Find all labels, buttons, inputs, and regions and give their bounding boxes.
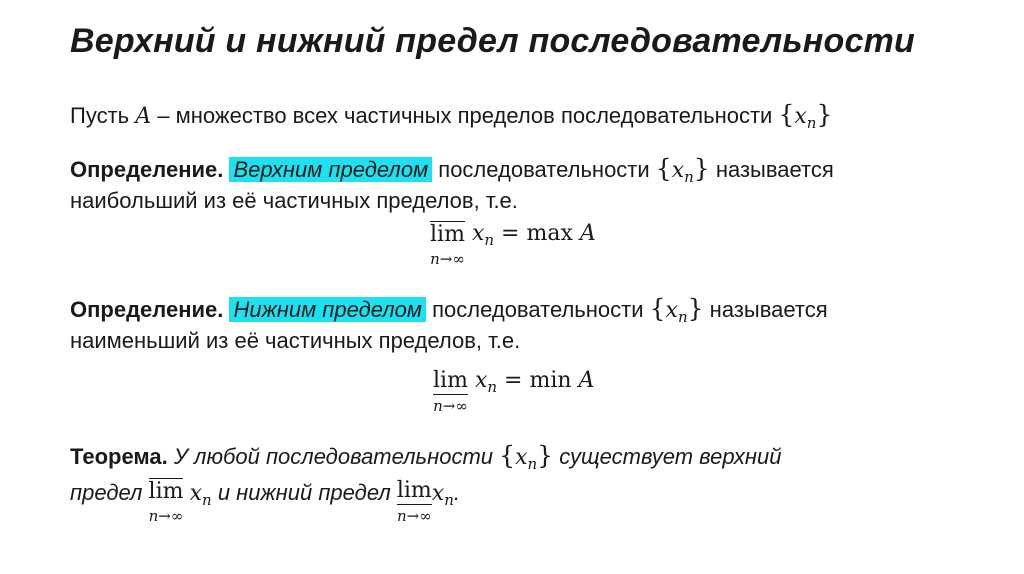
liminf-word: lim (396, 478, 432, 503)
theorem-line1 (70, 441, 781, 479)
def2-line2: наименьший из её частичных пределов, т.е. (70, 328, 521, 353)
liminf-word: lim (433, 368, 468, 393)
seq-lbrace: { (649, 294, 666, 323)
liminf-operator (433, 368, 468, 415)
def1-text2: называется (715, 157, 834, 182)
seq-var: x (665, 298, 678, 323)
def2-term: Нижним пределом (229, 297, 426, 322)
def2-text1: последовательности (432, 297, 644, 322)
theorem-label: Теорема. (70, 444, 168, 469)
seq-rbrace: } (693, 154, 710, 183)
equals-sign: = (504, 368, 523, 393)
seq-index: n (484, 231, 495, 249)
liminf-subscript: n→∞ (433, 397, 468, 415)
theorem-text2: существует верхний (559, 444, 782, 469)
seq-rbrace: } (816, 100, 833, 129)
seq-lbrace: { (655, 154, 672, 183)
seq-var: x (474, 368, 488, 393)
theorem-limsup (149, 478, 184, 525)
theorem-text3: предел (70, 480, 143, 505)
min-operator: min (529, 368, 572, 393)
seq-lbrace: { (778, 100, 795, 129)
def1-text1: последовательности (438, 157, 650, 182)
formula-limsup (430, 221, 596, 268)
seq-index: n (684, 168, 694, 186)
theorem-end: . (453, 480, 461, 505)
theorem-text4: и нижний предел (217, 480, 391, 505)
theorem-text1: У любой последовательности (173, 444, 494, 469)
def1-line2: наибольший из её частичных пределов, т.е. (70, 188, 518, 213)
max-operator: max (526, 221, 573, 246)
seq-index: n (202, 491, 212, 509)
seq-var: x (471, 221, 485, 246)
formula-liminf (433, 368, 594, 415)
seq-var: x (431, 481, 445, 506)
seq-index: n (527, 455, 538, 473)
seq-rbrace: } (687, 294, 704, 323)
seq-index: n (444, 491, 454, 509)
seq-index: n (806, 114, 817, 132)
def2-text2: называется (709, 297, 828, 322)
limsup-subscript: n→∞ (430, 250, 465, 268)
liminf-subscript: n→∞ (396, 507, 432, 525)
intro-text: Пусть (70, 103, 130, 128)
set-symbol: A (579, 221, 596, 246)
limsup-word: lim (148, 479, 184, 504)
limsup-operator (430, 221, 465, 268)
set-symbol: A (135, 104, 152, 129)
seq-lbrace: { (499, 441, 516, 470)
seq-index: n (677, 308, 688, 326)
slide-title: Верхний и нижний предел последовательности (70, 22, 916, 60)
intro-rest: – множество всех частичных пределов последовательности (157, 103, 773, 128)
theorem-line2 (70, 478, 460, 525)
equals-sign: = (501, 221, 520, 246)
seq-var: x (671, 158, 685, 183)
seq-var: x (794, 104, 807, 129)
limsup-word: lim (430, 222, 465, 247)
def1-label: Определение. (70, 157, 224, 182)
seq-index: n (487, 378, 498, 396)
def2-label: Определение. (70, 297, 224, 322)
def1-term: Верхним пределом (229, 157, 432, 182)
seq-var: x (515, 445, 528, 470)
intro-line (70, 100, 832, 138)
set-symbol: A (578, 368, 595, 393)
seq-var: x (189, 481, 203, 506)
seq-rbrace: } (537, 441, 554, 470)
theorem-liminf (397, 478, 432, 525)
limsup-subscript: n→∞ (148, 507, 184, 525)
